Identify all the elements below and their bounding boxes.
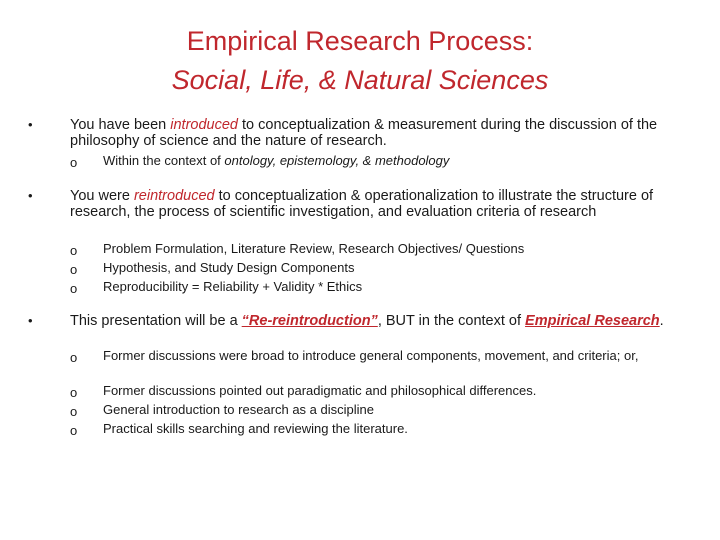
bullet-1-emph: introduced: [170, 117, 238, 133]
sub-marker: o: [70, 385, 78, 400]
sub-text: Former discussions pointed out paradigmatic and philosophical differences.: [103, 383, 537, 398]
sub-text: Problem Formulation, Literature Review, Research Objectives/ Questions: [103, 241, 525, 256]
bullet-3-emph-2: Empirical Research: [525, 313, 660, 329]
bullet-1-text: [70, 117, 670, 149]
sub-marker: o: [70, 155, 78, 170]
title-line-2: Social, Life, & Natural Sciences: [171, 65, 549, 95]
sub-marker: o: [70, 404, 78, 419]
bullet-1-post: to conceptualization & measurement during the discussion of the philosophy of science and the nature of research.: [70, 117, 658, 149]
bullet-3-mid: , BUT in the context of: [377, 313, 526, 329]
bullet-3-text: [70, 313, 670, 329]
bullet-1-pre: You have been: [70, 117, 171, 133]
bullet-2-text: [70, 188, 670, 220]
bullet-3-pre: This presentation will be a: [70, 313, 242, 329]
sub-text: Former discussions were broad to introduce general components, movement, and criteria; or,: [103, 348, 639, 363]
sub-emph: ontology, epistemology, & methodology: [224, 153, 450, 168]
bullet-marker: •: [28, 188, 33, 203]
sub-text: Reproducibility = Reliability + Validity * Ethics: [103, 279, 363, 294]
bullet-2-pre: You were: [70, 188, 134, 204]
title-line-1: Empirical Research Process:: [186, 26, 534, 56]
bullet-3-post: .: [659, 313, 664, 329]
sub-text: [103, 153, 658, 169]
sub-marker: o: [70, 281, 78, 296]
sub-pre: Within the context of: [103, 153, 225, 168]
sub-text: Practical skills searching and reviewing the literature.: [103, 421, 408, 436]
bullet-2-post: to conceptualization & operationalization to illustrate the structure of research, the process of scientific investigation, and evaluation criteria of research: [70, 188, 654, 220]
bullet-marker: •: [28, 313, 33, 328]
sub-marker: o: [70, 350, 78, 365]
sub-text: Hypothesis, and Study Design Components: [103, 260, 355, 275]
slide-title: [0, 22, 720, 100]
sub-text: General introduction to research as a discipline: [103, 402, 374, 417]
sub-marker: o: [70, 262, 78, 277]
sub-marker: o: [70, 423, 78, 438]
sub-marker: o: [70, 243, 78, 258]
bullet-marker: •: [28, 117, 33, 132]
bullet-3-emph-1: “Re-reintroduction”: [241, 313, 378, 329]
bullet-2-emph: reintroduced: [133, 188, 215, 204]
